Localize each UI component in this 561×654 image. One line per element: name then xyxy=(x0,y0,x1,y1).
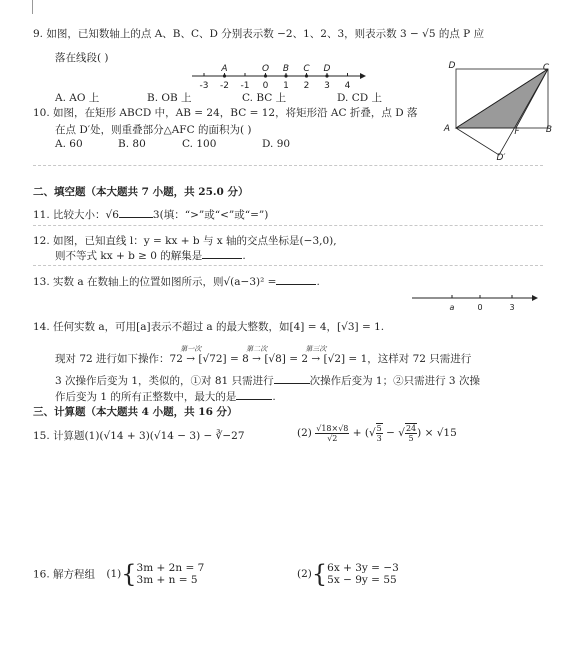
q14-line3-post: 次操作后变为 1；②只需进行 3 次操 xyxy=(309,375,480,387)
q11-answer-blank[interactable] xyxy=(119,207,153,218)
q14-line4-pre: 作后变为 1 的所有正整数中，最大的是 xyxy=(55,391,237,403)
q9-line2: 落在线段( ) xyxy=(55,52,109,64)
q16-part1-eq1: 3m + 2n = 7 xyxy=(136,562,205,574)
q15-fraction-den: √2 xyxy=(327,433,338,443)
q14-line2-pre: 现对 72 进行如下操作：72 xyxy=(55,353,183,365)
q9-tick-label: 1 xyxy=(283,81,289,91)
q14-arrow-2: → 第二次 xyxy=(246,345,268,365)
q15-sqrt-frac-1 xyxy=(376,423,383,443)
q9-point-dot xyxy=(305,74,308,77)
q10-figure xyxy=(442,60,557,165)
q10-figure-label: D xyxy=(448,61,456,71)
q11-pre: 11. 比较大小：√6 xyxy=(33,209,119,221)
section2-title: 二、填空题（本大题共 7 小题，共 25.0 分） xyxy=(33,186,249,198)
q9-tick-label: 4 xyxy=(344,81,351,91)
q10-option: A. 60 xyxy=(55,138,83,150)
q10-line2: 在点 D′处，则重叠部分△AFC 的面积为( ) xyxy=(55,124,252,136)
q16-system-1 xyxy=(137,562,205,586)
q16-brace-2: { xyxy=(311,560,328,588)
q9-tick-label: 3 xyxy=(324,81,330,91)
page-corner-mark xyxy=(32,0,33,14)
q13-end: . xyxy=(316,276,320,288)
divider xyxy=(33,265,543,266)
q15-sqrt1-num: 5 xyxy=(376,424,382,433)
q14-line3-pre: 3 次操作后变为 1，类似的，①对 81 只需进行 xyxy=(55,375,274,387)
q9-point-dot xyxy=(325,74,328,77)
q10-figure-label: C xyxy=(542,63,550,73)
q14-step-2: 第二次 xyxy=(246,345,268,353)
q16-part2 xyxy=(297,562,399,586)
q10-option: B. 80 xyxy=(118,138,146,150)
q10-line1: 10. 如图，在矩形 ABCD 中，AB = 24，BC = 12，将矩形沿 AC 折叠，点 D 落 xyxy=(33,107,418,119)
q9-number-line xyxy=(192,62,367,92)
section3-title: 三、计算题（本大题共 4 小题，共 16 分） xyxy=(33,406,238,418)
q16-part2-label: (2) xyxy=(297,568,312,580)
q14-step-1: 第一次 xyxy=(180,345,202,353)
q15-fraction xyxy=(315,424,349,443)
q9-tick-label: -3 xyxy=(199,81,209,91)
q15-part1: 15. 计算题(1)(√14 + 3)(√14 − 3) − ∛−27 xyxy=(33,430,245,442)
q15-part2-end: ) × √15 xyxy=(417,427,457,439)
q16-system-2 xyxy=(327,562,399,586)
q15-part2: (2) $\frac{√18\times√8}{√2}$ + (√ $\frac{5}{3}$ − √ $\frac{24}{5}$ ) × √15 xyxy=(297,423,457,443)
q13-number-line xyxy=(410,290,540,314)
q9-point-label: B xyxy=(282,64,290,74)
q14-step-3: 第三次 xyxy=(305,345,327,353)
q14-arrow-3: → 第三次 xyxy=(305,345,327,365)
q14-line4-end: . xyxy=(272,391,276,403)
q10-figure-label: B xyxy=(545,125,553,135)
q9-option: A. AO 上 xyxy=(55,92,100,104)
q14-seq-2: [√8] = 2 xyxy=(264,353,309,365)
q15-part2-mid: + ( xyxy=(352,427,369,439)
q15-minus: − xyxy=(382,427,399,439)
q13-answer-blank[interactable] xyxy=(276,274,316,285)
q12-answer-blank[interactable] xyxy=(202,248,242,259)
q14-seq-1: [√72] = 8 xyxy=(198,353,249,365)
q10-figure-label: A xyxy=(443,124,451,134)
q10-figure-label: D′ xyxy=(496,153,506,163)
q15-sqrt-frac-2 xyxy=(405,423,417,443)
q14-line3 xyxy=(55,373,480,388)
q14-line2 xyxy=(55,345,472,366)
q14-arrow-1: → 第一次 xyxy=(180,345,202,365)
q16-part1-label: (1) xyxy=(106,568,122,580)
q14-line4 xyxy=(55,389,276,404)
q13-tick-label: 3 xyxy=(509,303,515,312)
q14-seq-3: [√2] = 1 xyxy=(323,353,368,365)
q9-option: C. BC 上 xyxy=(242,92,287,104)
q13-tick-label: 0 xyxy=(477,303,483,312)
q9-point-dot xyxy=(264,74,267,77)
divider xyxy=(33,225,543,226)
divider xyxy=(33,165,543,166)
q9-option: B. OB 上 xyxy=(147,92,192,104)
q9-option: D. CD 上 xyxy=(337,92,383,104)
q14-answer-blank-2[interactable] xyxy=(236,389,272,400)
q15-sqrt2-num: 24 xyxy=(405,424,417,433)
q16-label: 16. 解方程组 xyxy=(33,568,96,581)
q9-point-dot xyxy=(223,74,226,77)
q11 xyxy=(33,207,268,222)
q9-tick-label: 0 xyxy=(262,81,269,91)
q13-tick-label: a xyxy=(449,303,455,312)
q10-figure-label: F xyxy=(514,127,520,137)
q16-brace-1: { xyxy=(121,560,137,588)
q12-line1: 12. 如图，已知直线 l：y = kx + b 与 x 轴的交点坐标是(−3,0), xyxy=(33,235,337,247)
q9-point-label: D xyxy=(323,64,331,74)
q16-part2-eq1: 6x + 3y = −3 xyxy=(327,562,399,574)
q14-line1: 14. 任何实数 a，可用[a]表示不超过 a 的最大整数，如[4] = 4，[√3] = 1. xyxy=(33,321,385,333)
q9-point-label: O xyxy=(261,64,270,74)
q10-option: D. 90 xyxy=(262,138,291,150)
q9-point-dot xyxy=(284,74,287,77)
q12-line2-text: 则不等式 kx + b ≥ 0 的解集是 xyxy=(55,250,203,262)
q10-option: C. 100 xyxy=(182,138,217,150)
q14-answer-blank-1[interactable] xyxy=(274,373,310,384)
q16-part2-eq2: 5x − 9y = 55 xyxy=(327,574,397,586)
q15-part2-label: (2) xyxy=(297,427,312,439)
q14-line2-post: ，这样对 72 只需进行 xyxy=(367,353,472,365)
q12-line2 xyxy=(55,248,246,263)
q16 xyxy=(33,562,204,586)
q15-sqrt1-den: 3 xyxy=(376,434,382,443)
q13-text: 13. 实数 a 在数轴上的位置如图所示，则√(a−3)² = xyxy=(33,276,277,288)
q9-axis-arrow xyxy=(360,73,366,79)
q12-end: . xyxy=(242,250,246,262)
q9-line1: 9. 如图，已知数轴上的点 A、B、C、D 分别表示数 −2、1、2、3，则表示数 3 − √5 的点 P 应 xyxy=(33,28,485,40)
q13 xyxy=(33,274,320,289)
q9-point-label: A xyxy=(221,64,228,74)
q9-tick-label: -2 xyxy=(220,81,229,91)
q16-part1-eq2: 3m + n = 5 xyxy=(136,574,198,586)
q9-tick-label: 2 xyxy=(303,81,310,91)
q15-fraction-num: √18×√8 xyxy=(316,423,349,433)
q9-point-label: C xyxy=(303,64,310,74)
q9-tick-label: -1 xyxy=(240,81,250,91)
q13-axis-arrow xyxy=(532,295,538,301)
q15-sqrt2-den: 5 xyxy=(408,434,414,443)
q11-post: 3(填：“>”或“<”或“=”) xyxy=(152,209,269,221)
